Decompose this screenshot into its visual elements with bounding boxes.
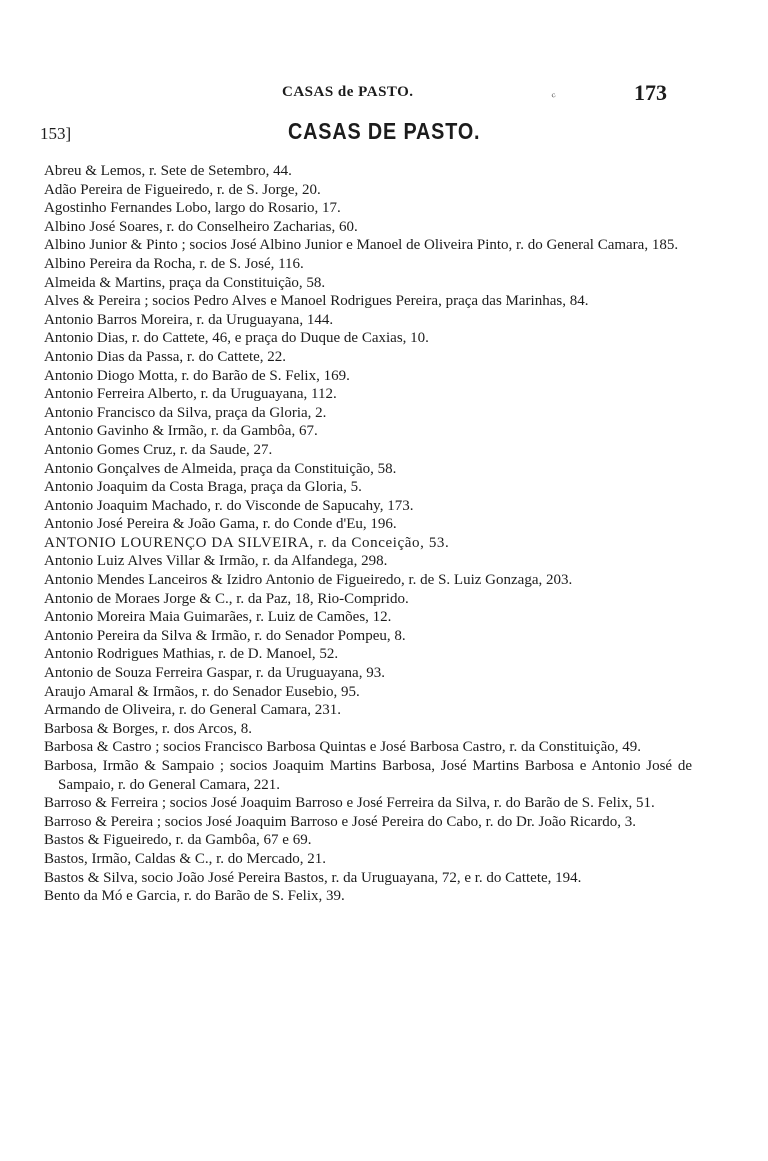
directory-entry: Araujo Amaral & Irmãos, r. do Senador Eusebio, 95.: [44, 683, 360, 700]
directory-entry: Antonio Diogo Motta, r. do Barão de S. Felix, 169.: [44, 367, 350, 384]
directory-entry: Antonio Ferreira Alberto, r. da Uruguayana, 112.: [44, 386, 337, 403]
directory-entry: Albino José Soares, r. do Conselheiro Zacharias, 60.: [44, 218, 358, 235]
directory-entry: Antonio Luiz Alves Villar & Irmão, r. da Alfandega, 298.: [44, 553, 388, 570]
directory-entry: Antonio de Moraes Jorge & C., r. da Paz, 18, Rio-Comprido.: [44, 590, 409, 607]
directory-entry: Bastos & Figueiredo, r. da Gambôa, 67 e 69.: [44, 832, 312, 849]
directory-entry: ANTONIO LOURENÇO DA SILVEIRA, r. da Conceição, 53.: [44, 534, 450, 551]
running-head: [0, 80, 768, 108]
directory-entry: Barroso & Ferreira ; socios José Joaquim Barroso e José Ferreira da Silva, r. do Barão de S. Felix, 51.: [44, 795, 655, 812]
directory-entry: Barbosa & Borges, r. dos Arcos, 8.: [44, 720, 253, 737]
directory-entry: Albino Pereira da Rocha, r. de S. José, 116.: [44, 255, 304, 272]
directory-entry: Barbosa & Castro ; socios Francisco Barbosa Quintas e José Barbosa Castro, r. da Constituição, 49.: [44, 739, 641, 756]
directory-entry: Agostinho Fernandes Lobo, largo do Rosario, 17.: [44, 200, 341, 217]
directory-entry: Antonio Gonçalves de Almeida, praça da Constituição, 58.: [44, 460, 397, 477]
directory-list: [44, 162, 692, 906]
page-number: 173: [634, 80, 667, 105]
directory-entry: Bastos, Irmão, Caldas & C., r. do Mercado, 21.: [44, 850, 327, 867]
directory-entry: Antonio Joaquim Machado, r. do Visconde de Sapucahy, 173.: [44, 497, 414, 514]
directory-entry: Antonio Rodrigues Mathias, r. de D. Manoel, 52.: [44, 646, 339, 663]
directory-entry: Antonio de Souza Ferreira Gaspar, r. da Uruguayana, 93.: [44, 665, 385, 682]
directory-entry: Barbosa, Irmão & Sampaio ; socios Joaquim Martins Barbosa, José Martins Barbosa e Antonio José de Sampaio, r. do General Camara, 221.: [44, 758, 692, 793]
directory-entry: Antonio Joaquim da Costa Braga, praça da Gloria, 5.: [44, 479, 362, 496]
section-title: CASAS DE PASTO.: [288, 118, 481, 144]
directory-entry: Antonio Francisco da Silva, praça da Gloria, 2.: [44, 404, 327, 421]
section-number: 153]: [40, 124, 72, 143]
directory-entry: Almeida & Martins, praça da Constituição, 58.: [44, 274, 326, 291]
section-header: [0, 118, 768, 152]
directory-entry: Barroso & Pereira ; socios José Joaquim Barroso e José Pereira do Cabo, r. do Dr. João Ricardo, 3.: [44, 813, 636, 830]
directory-entry: Alves & Pereira ; socios Pedro Alves e Manoel Rodrigues Pereira, praça das Marinhas, 84.: [44, 293, 589, 310]
directory-entry: Antonio Mendes Lanceiros & Izidro Antonio de Figueiredo, r. de S. Luiz Gonzaga, 203.: [44, 572, 573, 589]
directory-entry: Antonio Dias, r. do Cattete, 46, e praça do Duque de Caxias, 10.: [44, 330, 429, 347]
directory-entry: Adão Pereira de Figueiredo, r. de S. Jorge, 20.: [44, 181, 321, 198]
directory-entry: Albino Junior & Pinto ; socios José Albino Junior e Manoel de Oliveira Pinto, r. do General Camara, 185.: [44, 237, 679, 254]
running-title: CASAS de PASTO.: [282, 84, 414, 100]
stray-mark: ᶜ: [549, 89, 559, 105]
directory-entry: Antonio Pereira da Silva & Irmão, r. do Senador Pompeu, 8.: [44, 627, 406, 644]
directory-entry: Antonio Gomes Cruz, r. da Saude, 27.: [44, 441, 273, 458]
directory-entry: Antonio José Pereira & João Gama, r. do Conde d'Eu, 196.: [44, 516, 397, 533]
directory-entry: Antonio Moreira Maia Guimarães, r. Luiz de Camões, 12.: [44, 609, 392, 626]
directory-entry: Antonio Gavinho & Irmão, r. da Gambôa, 67.: [44, 423, 318, 440]
directory-entry: Antonio Barros Moreira, r. da Uruguayana, 144.: [44, 311, 334, 328]
directory-entry: Bastos & Silva, socio João José Pereira Bastos, r. da Uruguayana, 72, e r. do Cattete, 194.: [44, 869, 582, 886]
directory-entry: Bento da Mó e Garcia, r. do Barão de S. Felix, 39.: [44, 888, 345, 905]
directory-entry: Abreu & Lemos, r. Sete de Setembro, 44.: [44, 163, 292, 179]
directory-entry: Armando de Oliveira, r. do General Camara, 231.: [44, 702, 341, 719]
directory-entry: Antonio Dias da Passa, r. do Cattete, 22.: [44, 348, 287, 365]
